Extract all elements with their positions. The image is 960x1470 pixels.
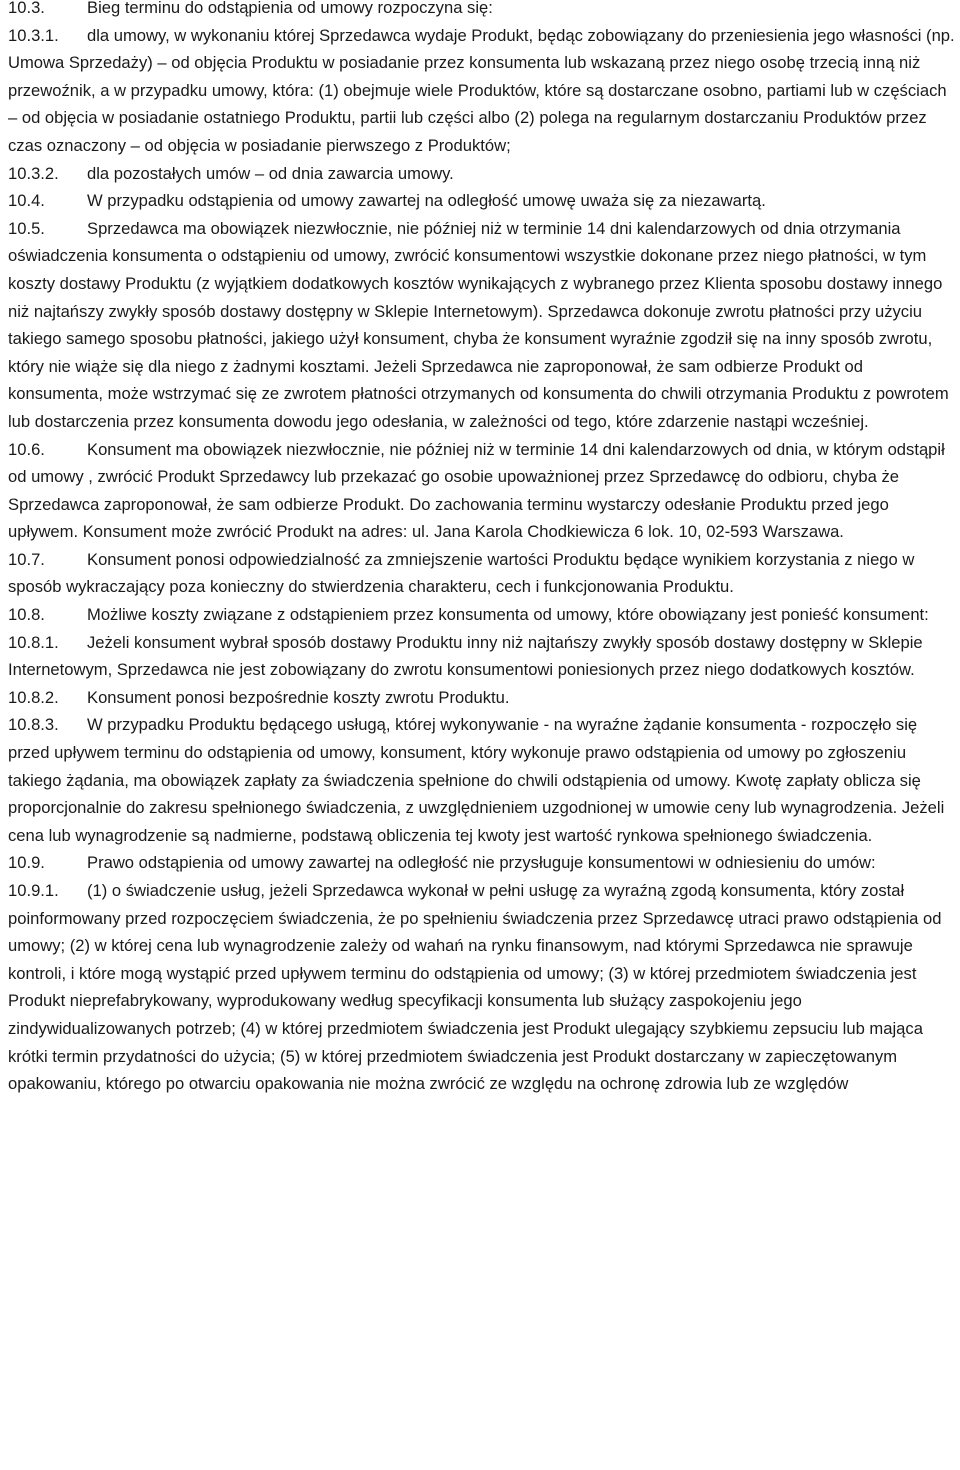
paragraph-number: 10.7. (8, 549, 45, 569)
document-body (8, 0, 956, 1098)
paragraph-10-8-2 (8, 684, 956, 712)
paragraph-10-9 (8, 849, 956, 877)
paragraph-text: Konsument ma obowiązek niezwłocznie, nie później niż w terminie 14 dni kalendarzowych od dnia, w którym odstąpił od umowy , zwrócić Produkt Sprzedawcy lub przekazać go osobie upoważnionej przez Sprzedawcę do odbioru, chyba że Sprzedawca zaproponował, że sam odbierze Produkt. Do zachowania terminu wystarczy odesłanie Produktu przed jego upływem. Konsument może zwrócić Produkt na adres: ul. Jana Karola Chodkiewicza 6 lok. 10, 02-593 Warszawa. (8, 439, 945, 542)
paragraph-number: 10.3.2. (8, 163, 59, 183)
paragraph-10-6 (8, 436, 956, 546)
paragraph-number: 10.3. (8, 0, 45, 17)
paragraph-10-7 (8, 546, 956, 601)
paragraph-text: (1) o świadczenie usług, jeżeli Sprzedawca wykonał w pełni usługę za wyraźną zgodą konsumenta, który został poinformowany przed rozpoczęciem świadczenia, że po spełnieniu świadczenia przez Sprzedawcę utraci prawo odstąpienia od umowy; (2) w której cena lub wynagrodzenie zależy od wahań na rynku finansowym, nad którymi Sprzedawca nie sprawuje kontroli, i które mogą wystąpić przed upływem terminu do odstąpienia od umowy; (3) w której przedmiotem świadczenia jest Produkt nieprefabrykowany, wyprodukowany według specyfikacji konsumenta lub służący zaspokojeniu jego zindywidualizowanych potrzeb; (4) w której przedmiotem świadczenia jest Produkt ulegający szybkiemu zepsuciu lub mająca krótki termin przydatności do użycia; (5) w której przedmiotem świadczenia jest Produkt dostarczany w zapieczętowanym opakowaniu, którego po otwarciu opakowania nie można zwrócić ze względu na ochronę zdrowia lub ze względów (8, 881, 942, 1094)
paragraph-text: Jeżeli konsument wybrał sposób dostawy Produktu inny niż najtańszy zwykły sposób dostawy dostępny w Sklepie Internetowym, Sprzedawca nie jest zobowiązany do zwrotu konsumentowi poniesionych przez niego dodatkowych kosztów. (8, 632, 923, 680)
paragraph-number: 10.8.2. (8, 687, 59, 707)
paragraph-10-4 (8, 187, 956, 215)
paragraph-number: 10.6. (8, 439, 45, 459)
paragraph-text: Bieg terminu do odstąpienia od umowy rozpoczyna się: (87, 0, 493, 17)
paragraph-text: Konsument ponosi bezpośrednie koszty zwrotu Produktu. (87, 687, 510, 707)
paragraph-number: 10.3.1. (8, 25, 59, 45)
paragraph-10-8-1 (8, 629, 956, 684)
paragraph-number: 10.8.1. (8, 632, 59, 652)
paragraph-10-3-1 (8, 22, 956, 160)
paragraph-text: Konsument ponosi odpowiedzialność za zmniejszenie wartości Produktu będące wynikiem korzystania z niego w sposób wykraczający poza konieczny do stwierdzenia charakteru, cech i funkcjonowania Produktu. (8, 549, 915, 597)
paragraph-10-3-2 (8, 160, 956, 188)
paragraph-number: 10.9. (8, 853, 45, 873)
paragraph-number: 10.8.3. (8, 715, 59, 735)
paragraph-text: W przypadku odstąpienia od umowy zawartej na odległość umowę uważa się za niezawartą. (87, 191, 766, 211)
paragraph-number: 10.8. (8, 605, 45, 625)
paragraph-10-9-1 (8, 877, 956, 1098)
paragraph-text: Możliwe koszty związane z odstąpieniem przez konsumenta od umowy, które obowiązany jest ponieść konsument: (87, 605, 929, 625)
paragraph-10-8 (8, 601, 956, 629)
paragraph-text: dla umowy, w wykonaniu której Sprzedawca wydaje Produkt, będąc zobowiązany do przeniesienia jego własności (np. Umowa Sprzedaży) – od objęcia Produktu w posiadanie przez konsumenta lub wskazaną przez niego osobę trzecią inną niż przewoźnik, a w przypadku umowy, która: (1) obejmuje wiele Produktów, które są dostarczane osobno, partiami lub w częściach – od objęcia w posiadanie ostatniego Produktu, partii lub części albo (2) polega na regularnym dostarczaniu Produktów przez czas oznaczony – od objęcia w posiadanie pierwszego z Produktów; (8, 25, 955, 155)
paragraph-number: 10.4. (8, 191, 45, 211)
paragraph-number: 10.5. (8, 218, 45, 238)
paragraph-text: dla pozostałych umów – od dnia zawarcia umowy. (87, 163, 454, 183)
paragraph-number: 10.9.1. (8, 881, 59, 900)
paragraph-10-5 (8, 215, 956, 436)
paragraph-10-3 (8, 0, 956, 22)
paragraph-text: Sprzedawca ma obowiązek niezwłocznie, nie później niż w terminie 14 dni kalendarzowych od dnia otrzymania oświadczenia konsumenta o odstąpieniu od umowy, zwrócić konsumentowi wszystkie dokonane przez niego płatności, w tym koszty dostawy Produktu (z wyjątkiem dodatkowych kosztów wynikających z wybranego przez Klienta sposobu dostawy innego niż najtańszy zwykły sposób dostawy dostępny w Sklepie Internetowym). Sprzedawca dokonuje zwrotu płatności przy użyciu takiego samego sposobu płatności, jakiego użył konsument, chyba że konsument wyraźnie zgodził się na inny sposób zwrotu, który nie wiąże się dla niego z żadnymi kosztami. Jeżeli Sprzedawca nie zaproponował, że sam odbierze Produkt od konsumenta, może wstrzymać się ze zwrotem płatności otrzymanych od konsumenta do chwili otrzymania Produktu z powrotem lub dostarczenia przez konsumenta dowodu jego odesłania, w zależności od tego, które zdarzenie nastąpi wcześniej. (8, 218, 949, 431)
paragraph-text: W przypadku Produktu będącego usługą, której wykonywanie - na wyraźne żądanie konsumenta - rozpoczęło się przed upływem terminu do odstąpienia od umowy, konsument, który wykonuje prawo odstąpienia od umowy po zgłoszeniu takiego żądania, ma obowiązek zapłaty za świadczenia spełnione do chwili odstąpienia od umowy. Kwotę zapłaty oblicza się proporcjonalnie do zakresu spełnionego świadczenia, z uwzględnieniem uzgodnionej w umowie ceny lub wynagrodzenia. Jeżeli cena lub wynagrodzenie są nadmierne, podstawą obliczenia tej kwoty jest wartość rynkowa spełnionego świadczenia. (8, 715, 945, 845)
paragraph-10-8-3 (8, 711, 956, 849)
paragraph-text: Prawo odstąpienia od umowy zawartej na odległość nie przysługuje konsumentowi w odniesieniu do umów: (87, 853, 876, 873)
